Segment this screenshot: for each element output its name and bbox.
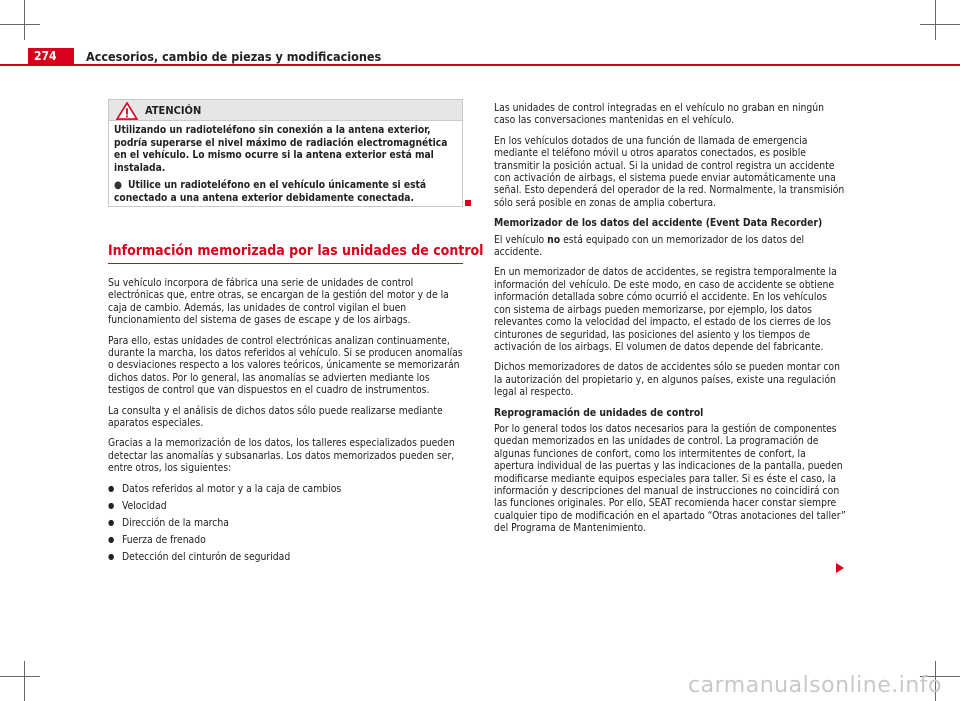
page-number: 274 xyxy=(28,48,74,65)
stored-data-list xyxy=(108,483,464,563)
section-rule xyxy=(108,263,463,264)
section-end-mark xyxy=(465,200,471,206)
watermark: carmanualsonline.info xyxy=(688,673,942,698)
warning-bullet-text: Utilice un radioteléfono en el vehículo únicamente si está conectado a una antena exterior debidamente conectada. xyxy=(114,180,427,204)
paragraph: En los vehículos dotados de una función de llamada de emergencia mediante el teléfono móvil u otros aparatos conectados, es posible transmitir la posición actual. Si la unidad de control registra un accidente con activación de airbags, el sistema puede enviar automáticamente una señal. Esto dependerá del operador de la red. Normalmente, la transmisión sólo será posible en zonas de amplia cobertura. xyxy=(494,134,845,209)
subheading: Memorizador de los datos del accidente (Event Data Recorder) xyxy=(494,217,823,230)
text-run: está equipado con un memorizador de los datos del accidente. xyxy=(494,233,805,259)
paragraph xyxy=(494,234,846,259)
subheading: Reprogramación de unidades de control xyxy=(494,406,704,419)
warning-header xyxy=(109,100,462,121)
list-item: ● Detección del cinturón de seguridad xyxy=(108,551,464,563)
section-title: Información memorizada por las unidades de control xyxy=(108,243,484,259)
crop-mark xyxy=(24,661,25,701)
crop-mark xyxy=(24,0,25,40)
paragraph: Las unidades de control integradas en el vehículo no graban en ningún caso las conversaciones mantenidas en el vehículo. xyxy=(494,102,825,127)
text-run: El vehículo xyxy=(494,233,548,246)
header-rule xyxy=(0,64,960,66)
crop-mark xyxy=(920,24,960,25)
crop-mark xyxy=(935,0,936,40)
crop-mark xyxy=(0,24,40,25)
paragraph: Su vehículo incorpora de fábrica una serie de unidades de control electrónicas que, entre otras, se encargan de la gestión del motor y de la caja de cambio. Además, las unidades de control vigilan el buen funcionamiento del sistema de gases de escape y de los airbags. xyxy=(108,277,449,327)
paragraph: La consulta y el análisis de dichos datos sólo puede realizarse mediante aparatos especiales. xyxy=(108,404,443,430)
warning-bullet-item xyxy=(114,180,458,205)
warning-triangle-icon xyxy=(115,102,139,120)
emphasis-text: no xyxy=(547,233,561,246)
right-column xyxy=(494,102,846,543)
paragraph: Por lo general todos los datos necesarios para la gestión de componentes quedan memorizados en las unidades de control. La programación de algunas funciones de confort, como los intermitentes de confort, la apertura individual de las puertas y las indicaciones de la pantalla, pueden modificarse mediante equipos especiales para taller. Si es éste el caso, la información y descripciones del manual de instrucciones no coincidirá con las funciones originales. Por ello, SEAT recomienda hacer constar siempre cualquier tipo de modificación en el apartado “Otras anotaciones del taller” del Programa de Mantenimiento. xyxy=(494,422,846,535)
crop-mark xyxy=(0,676,40,677)
list-item: ● Fuerza de frenado xyxy=(108,534,464,546)
paragraph: Para ello, estas unidades de control electrónicas analizan continuamente, durante la marcha, los datos referidos al vehículo. Si se producen anomalías o desviaciones respecto a los valores teóricos, únicamente se memorizarán dichos datos. Por lo general, las anomalías se advierten mediante los testigos de control que van dispuestos en el cuadro de instrumentos. xyxy=(108,334,463,397)
paragraph: Dichos memorizadores de datos de accidentes sólo se pueden montar con la autorización del propietario y, en algunos países, existe una regulación legal al respecto. xyxy=(494,361,840,399)
warning-title: ATENCIÓN xyxy=(145,104,202,117)
list-item: ● Velocidad xyxy=(108,500,464,512)
warning-box xyxy=(108,99,463,207)
warning-body xyxy=(109,121,462,205)
warning-paragraph: Utilizando un radioteléfono sin conexión a la antena exterior, podría superarse el nivel máximo de radiación electromagnética en el vehículo. Lo mismo ocurre si la antena exterior está mal instalada. xyxy=(114,125,448,174)
list-item: ● Dirección de la marcha xyxy=(108,517,464,529)
paragraph: Gracias a la memorización de los datos, los talleres especializados pueden detectar las anomalías y subsanarlas. Los datos memorizados pueden ser, entre otros, los siguientes: xyxy=(108,437,455,475)
bullet-icon: ● xyxy=(114,180,122,191)
paragraph: En un memorizador de datos de accidentes, se registra temporalmente la información del vehículo. De este modo, en caso de accidente se obtiene información detallada sobre cómo ocurrió el accidente. En los vehículos con sistema de airbags pueden memorizarse, por ejemplo, los datos relevantes como la velocidad del impacto, el estado de los cierres de los cinturones de seguridad, las posiciones del asiento y los tiempos de activación de los airbags. El volumen de datos depende del fabricante. xyxy=(494,266,837,353)
list-item: ● Datos referidos al motor y a la caja de cambios xyxy=(108,483,464,495)
continue-arrow-icon xyxy=(836,563,844,573)
left-column xyxy=(108,277,464,568)
page-header-title: Accesorios, cambio de piezas y modificaciones xyxy=(86,49,382,64)
